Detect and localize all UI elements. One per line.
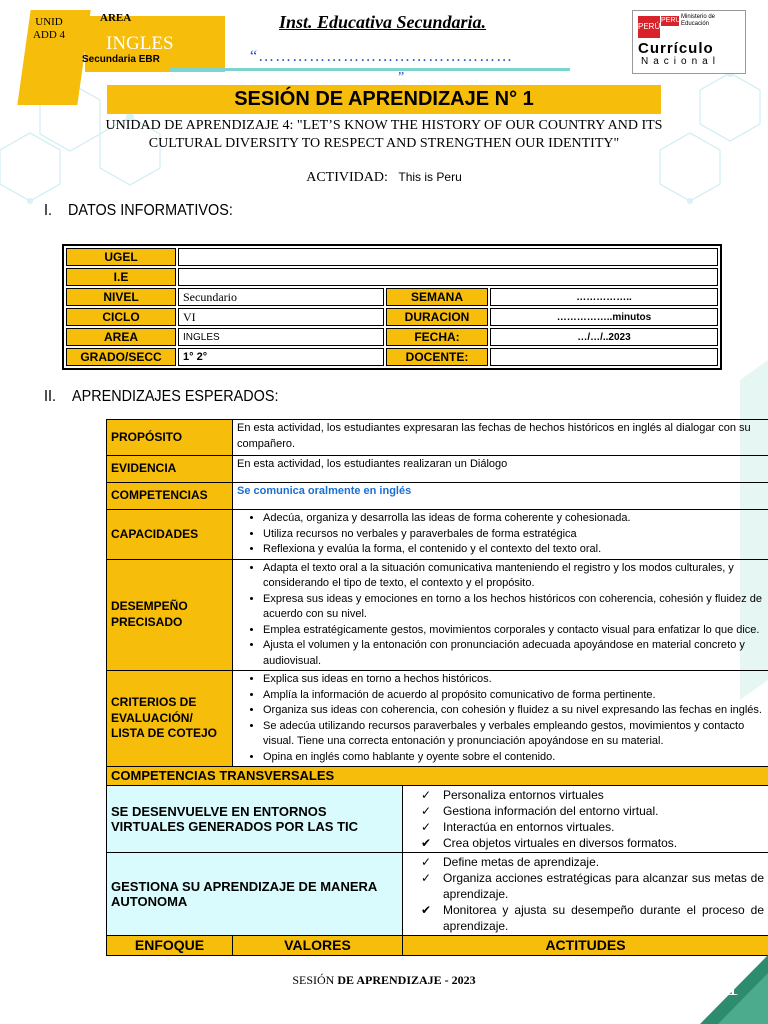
- unit-label: UNID ADD 4: [32, 16, 66, 41]
- list-item: • Ajusta el volumen y la entonación con pronunciación adecuada apoyándose en material concreto y audiovisual.: [263, 638, 764, 669]
- checkmark-icon: ✓: [421, 871, 432, 885]
- actitudes-header: ACTITUDES: [403, 936, 768, 956]
- logo-subtitle: Nacional: [641, 56, 720, 67]
- checkmark-icon: ✓: [421, 804, 432, 818]
- criterios-list: [237, 672, 764, 765]
- criterios-label: CRITERIOS DE EVALUACIÓN/ LISTA DE COTEJO: [107, 671, 233, 767]
- ie-label: I.E: [66, 268, 176, 286]
- nivel-value: Secundario: [178, 288, 384, 306]
- list-item: • Emplea estratégicamente gestos, movimientos corporales y contacto visual para enfatizar lo que dice.: [263, 623, 764, 639]
- ciclo-value: VI: [178, 308, 384, 326]
- list-item: • Expresa sus ideas y emociones en torno a los hechos históricos con coherencia, cohesión y fluidez de acuerdo con su nivel.: [263, 592, 764, 623]
- tic-item-text: Gestiona información del entorno virtual.: [443, 804, 659, 818]
- evidencia-label: EVIDENCIA: [107, 456, 233, 483]
- area-value: INGLES: [178, 328, 384, 346]
- fecha-label: FECHA:: [386, 328, 488, 346]
- section-aprendizajes-title: II. APRENDIZAJES ESPERADOS:: [44, 388, 279, 405]
- fecha-value: …/…/..2023: [490, 328, 718, 346]
- list-item: • Organiza sus ideas con coherencia, con cohesión y fluidez a su nivel expresando las fechas en inglés.: [263, 703, 764, 719]
- activity-value: This is Peru: [398, 170, 462, 184]
- capacidades-list: [237, 511, 764, 558]
- logo-title: Currículo: [638, 40, 714, 57]
- autonoma-item-text: Organiza acciones estratégicas para alcanzar sus metas de aprendizaje.: [443, 871, 765, 901]
- ie-value: [178, 268, 718, 286]
- tic-label: SE DESENVUELVE EN ENTORNOS VIRTUALES GENERADOS POR LAS TIC: [107, 786, 403, 853]
- desempeno-cell: [233, 559, 768, 671]
- page-footer: [0, 973, 768, 988]
- criterios-cell: [233, 671, 768, 767]
- activity-line: [100, 170, 668, 186]
- autonoma-label: GESTIONA SU APRENDIZAJE DE MANERA AUTONOMA: [107, 853, 403, 936]
- list-item: • Adapta el texto oral a la situación comunicativa manteniendo el registro y los modos culturales, y considerando el tipo de texto, el contexto y el propósito.: [263, 561, 764, 592]
- autonoma-item-text: Monitorea y ajusta su desempeño durante el proceso de aprendizaje.: [443, 903, 765, 933]
- list-item: • Adecúa, organiza y desarrolla las ideas de forma coherente y cohesionada.: [263, 511, 764, 527]
- list-item: [421, 803, 764, 819]
- list-item: • Reflexiona y evalúa la forma, el contenido y el contexto del texto oral.: [263, 542, 764, 558]
- checkmark-icon: ✓: [421, 855, 432, 869]
- autonoma-list: [407, 854, 764, 934]
- area-badge-label: AREA: [100, 12, 132, 24]
- page-number: 1: [726, 972, 739, 1001]
- duracion-label: DURACION: [386, 308, 488, 326]
- ciclo-label: CICLO: [66, 308, 176, 326]
- docente-value: [490, 348, 718, 366]
- proposito-label: PROPÓSITO: [107, 420, 233, 456]
- desempeno-list: [237, 561, 764, 670]
- unit-title: UNIDAD DE APRENDIZAJE 4: "LET’S KNOW THE HISTORY OF OUR COUNTRY AND ITS CULTURAL DIVERSITY TO RESPECT AND STRENGTHEN OUR IDENTITY": [105, 118, 663, 151]
- list-item: [421, 854, 764, 870]
- datos-informativos-table: [62, 244, 722, 370]
- tic-list: [407, 787, 764, 851]
- list-item: • Utiliza recursos no verbales y paraverbales de forma estratégica: [263, 527, 764, 543]
- autonoma-item-text: Define metas de aprendizaje.: [443, 855, 600, 869]
- ugel-label: UGEL: [66, 248, 176, 266]
- grado-label: GRADO/SECC: [66, 348, 176, 366]
- footer-text: SESIÓN: [292, 973, 338, 987]
- proposito-text: En esta actividad, los estudiantes expresaran las fechas de hechos históricos en inglés al dialogar con su compañero.: [233, 420, 768, 456]
- list-item: [421, 902, 764, 934]
- transversales-header: COMPETENCIAS TRANSVERSALES: [107, 767, 768, 786]
- institution-motto: “………………………………………: [250, 48, 514, 65]
- section-datos-title: I. DATOS INFORMATIVOS:: [44, 202, 233, 219]
- list-item: • Explica sus ideas en torno a hechos históricos.: [263, 672, 764, 688]
- institution-name: Inst. Educativa Secundaria.: [279, 12, 487, 32]
- semana-value: ……………..: [490, 288, 718, 306]
- logo-ministry: Ministerio de Educación: [681, 14, 716, 27]
- institution-motto-close: ”: [398, 70, 405, 85]
- valores-header: VALORES: [233, 936, 403, 956]
- grado-value: 1° 2°: [178, 348, 384, 366]
- docente-label: DOCENTE:: [386, 348, 488, 366]
- checkmark-icon: ✔: [421, 836, 432, 850]
- list-item: [421, 787, 764, 803]
- area-label: AREA: [66, 328, 176, 346]
- tic-item-text: Crea objetos virtuales en diversos formatos.: [443, 836, 678, 850]
- tic-item-text: Personaliza entornos virtuales: [443, 788, 604, 802]
- checkmark-icon: ✓: [421, 820, 432, 834]
- list-item: [421, 835, 764, 851]
- aprendizajes-table: [106, 419, 768, 956]
- activity-label: ACTIVIDAD:: [306, 170, 388, 185]
- competencias-text: Se comunica oralmente en inglés: [233, 483, 768, 510]
- list-item: [421, 819, 764, 835]
- area-badge-value: INGLES: [106, 33, 174, 54]
- tic-item-text: Interactúa en entornos virtuales.: [443, 820, 615, 834]
- autonoma-cell: [403, 853, 768, 936]
- area-badge-subtitle: Secundaria EBR: [82, 54, 160, 65]
- list-item: • Opina en inglés como hablante y oyente sobre el contenido.: [263, 750, 764, 766]
- checkmark-icon: ✔: [421, 903, 432, 917]
- competencias-label: COMPETENCIAS: [107, 483, 233, 510]
- checkmark-icon: ✓: [421, 788, 432, 802]
- list-item: [421, 870, 764, 902]
- header-divider: [170, 68, 570, 71]
- desempeno-label: DESEMPEÑO PRECISADO: [107, 559, 233, 671]
- footer-text-bold: DE APRENDIZAJE - 2023: [337, 973, 476, 987]
- peru-shield-icon: PERÚ: [638, 16, 660, 38]
- enfoque-header: ENFOQUE: [107, 936, 233, 956]
- ugel-value: [178, 248, 718, 266]
- nivel-label: NIVEL: [66, 288, 176, 306]
- logo-peru-tag: PERÚ: [661, 17, 681, 24]
- list-item: • Amplía la información de acuerdo al propósito comunicativo de forma pertinente.: [263, 688, 764, 704]
- capacidades-label: CAPACIDADES: [107, 510, 233, 560]
- capacidades-cell: [233, 510, 768, 560]
- session-title: SESIÓN DE APRENDIZAJE N° 1: [234, 88, 534, 110]
- tic-cell: [403, 786, 768, 853]
- evidencia-text: En esta actividad, los estudiantes realizaran un Diálogo: [233, 456, 768, 483]
- semana-label: SEMANA: [386, 288, 488, 306]
- list-item: • Se adecúa utilizando recursos paraverbales y verbales empleando gestos, movimientos y contacto visual. Tiene una correcta entonación y pronunciación apoyándose en su material.: [263, 719, 764, 750]
- duracion-value: ……………..minutos: [490, 308, 718, 326]
